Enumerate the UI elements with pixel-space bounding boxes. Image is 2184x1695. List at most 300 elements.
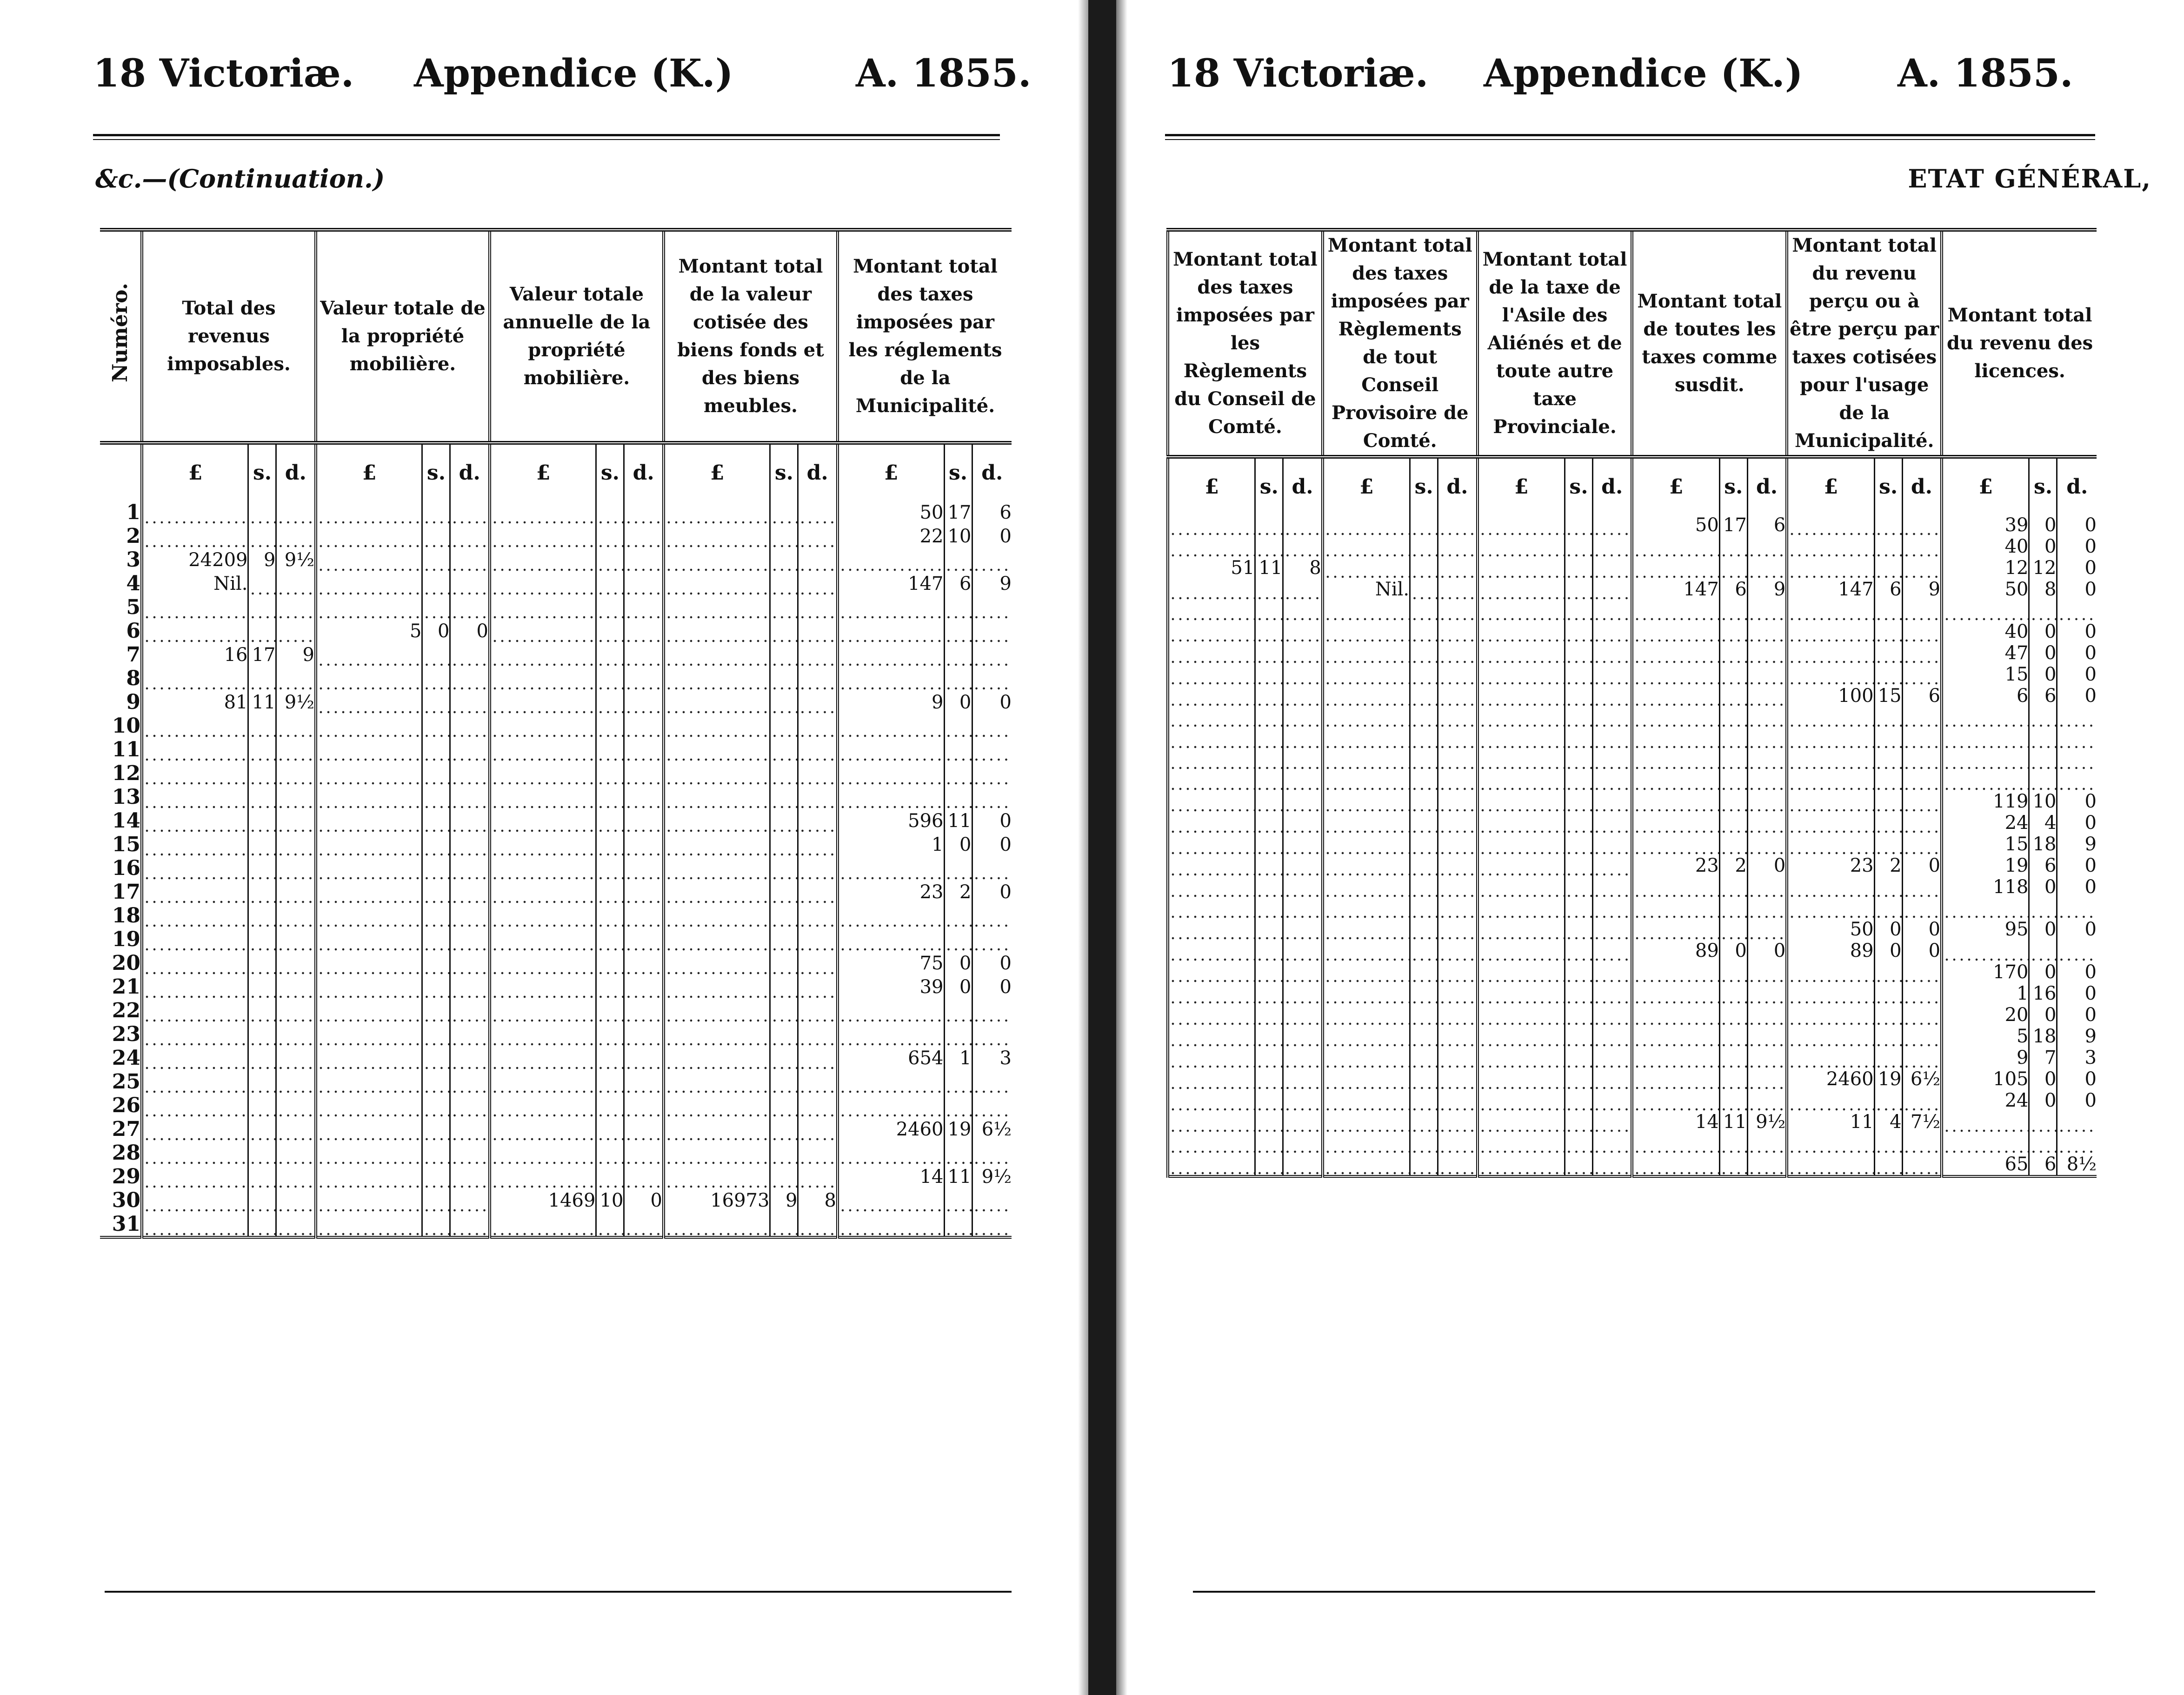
pence-cell xyxy=(276,1117,316,1141)
pence-unit-header: d. xyxy=(1747,457,1787,514)
shilling-cell xyxy=(770,1046,798,1070)
pence-cell xyxy=(1283,1133,1323,1154)
shilling-cell xyxy=(1719,770,1747,791)
pence-cell xyxy=(1592,812,1632,834)
shilling-cell: 6 xyxy=(2029,1154,2057,1176)
shilling-cell xyxy=(1719,812,1747,834)
shilling-cell xyxy=(422,809,450,833)
pence-cell xyxy=(2057,898,2097,919)
shilling-cell xyxy=(770,785,798,809)
pound-cell xyxy=(316,1141,422,1165)
shilling-cell xyxy=(1719,1068,1747,1090)
pound-cell xyxy=(1323,834,1410,855)
pound-cell xyxy=(490,1212,596,1237)
pound-cell xyxy=(490,975,596,999)
pence-cell xyxy=(1438,1047,1478,1068)
pence-cell: 0 xyxy=(2057,1004,2097,1026)
pound-cell xyxy=(490,667,596,690)
table-row xyxy=(1168,770,2097,791)
pence-cell xyxy=(624,643,664,667)
table-row xyxy=(100,1141,1012,1165)
table-row xyxy=(1168,707,2097,727)
shilling-cell xyxy=(944,999,972,1022)
shilling-cell xyxy=(422,975,450,999)
pound-cell xyxy=(1168,770,1255,791)
pence-cell xyxy=(1747,707,1787,727)
pound-cell xyxy=(316,1117,422,1141)
shilling-cell xyxy=(596,1212,624,1237)
shilling-cell xyxy=(770,1165,798,1188)
shilling-cell xyxy=(248,904,276,928)
pence-cell xyxy=(1438,707,1478,727)
pence-cell xyxy=(276,880,316,904)
shilling-cell xyxy=(1255,600,1283,621)
pence-cell xyxy=(798,785,838,809)
shilling-cell xyxy=(1255,1111,1283,1133)
pound-cell xyxy=(1323,664,1410,685)
table-row xyxy=(1168,876,2097,898)
pence-cell xyxy=(276,738,316,761)
pence-cell: 0 xyxy=(2057,1068,2097,1090)
pence-cell: 6½ xyxy=(972,1117,1012,1141)
pound-unit-header: £ xyxy=(838,443,944,500)
table-row xyxy=(100,999,1012,1022)
pence-cell xyxy=(972,785,1012,809)
shilling-cell xyxy=(944,595,972,619)
shilling-cell: 0 xyxy=(1719,940,1747,961)
pound-cell xyxy=(1478,919,1565,940)
pound-cell xyxy=(490,1046,596,1070)
pound-cell xyxy=(1478,855,1565,876)
pence-cell xyxy=(276,928,316,951)
pence-cell xyxy=(450,1212,490,1237)
shilling-cell xyxy=(596,856,624,880)
shilling-cell: 16 xyxy=(2029,983,2057,1004)
shilling-cell xyxy=(1410,1111,1438,1133)
pound-cell: 16973 xyxy=(664,1188,770,1212)
pence-cell xyxy=(276,595,316,619)
pound-cell: 14 xyxy=(838,1165,944,1188)
row-number: 24 xyxy=(112,1046,140,1070)
pound-cell xyxy=(1632,749,1719,770)
pound-cell xyxy=(1478,812,1565,834)
pence-cell xyxy=(1747,1047,1787,1068)
pound-cell xyxy=(1632,898,1719,919)
pence-cell: 9½ xyxy=(1747,1111,1787,1133)
shilling-cell xyxy=(1565,876,1592,898)
shilling-cell xyxy=(770,500,798,524)
row-number: 1 xyxy=(126,500,140,524)
pound-cell: 50 xyxy=(1787,919,1874,940)
shilling-cell xyxy=(596,738,624,761)
shilling-cell: 0 xyxy=(2029,621,2057,642)
shilling-cell xyxy=(1410,1090,1438,1111)
row-number: 13 xyxy=(112,785,140,809)
pound-cell xyxy=(1168,707,1255,727)
pound-cell xyxy=(664,1094,770,1117)
pence-cell xyxy=(1438,685,1478,707)
pound-cell: 23 xyxy=(1787,855,1874,876)
pound-cell xyxy=(1478,536,1565,557)
shilling-cell xyxy=(1874,664,1902,685)
pence-cell xyxy=(972,999,1012,1022)
shilling-cell xyxy=(1410,685,1438,707)
shilling-cell xyxy=(1719,600,1747,621)
pound-cell xyxy=(1168,940,1255,961)
pound-unit-header: £ xyxy=(142,443,248,500)
table-row xyxy=(1168,642,2097,664)
pence-cell xyxy=(1438,1111,1478,1133)
pound-cell xyxy=(1168,642,1255,664)
pence-cell xyxy=(1592,727,1632,748)
pound-cell xyxy=(1478,1047,1565,1068)
shilling-cell: 6 xyxy=(2029,855,2057,876)
pound-cell xyxy=(664,975,770,999)
pence-cell: 0 xyxy=(1747,940,1787,961)
pence-cell xyxy=(1747,1026,1787,1047)
shilling-cell xyxy=(1565,1068,1592,1090)
pence-cell: 0 xyxy=(972,524,1012,548)
pence-cell xyxy=(798,548,838,572)
pound-cell xyxy=(316,809,422,833)
shilling-cell xyxy=(596,1094,624,1117)
shilling-cell xyxy=(596,928,624,951)
table-row xyxy=(1168,983,2097,1004)
pence-cell xyxy=(1747,642,1787,664)
shilling-cell xyxy=(422,880,450,904)
shilling-cell xyxy=(422,1165,450,1188)
pound-cell: 50 xyxy=(1942,579,2029,600)
pence-cell xyxy=(1592,536,1632,557)
pound-cell xyxy=(1478,579,1565,600)
row-number: 20 xyxy=(112,951,140,975)
table-row xyxy=(1168,1090,2097,1111)
column-header: Valeur totale annuelle de la propriété mobilière. xyxy=(490,230,664,443)
shilling-cell xyxy=(770,738,798,761)
pence-cell xyxy=(450,856,490,880)
shilling-cell xyxy=(1719,685,1747,707)
pound-cell xyxy=(1632,557,1719,579)
pound-cell xyxy=(1478,685,1565,707)
pound-cell: 23 xyxy=(1632,855,1719,876)
shilling-cell xyxy=(248,1094,276,1117)
table-row xyxy=(100,690,1012,714)
pence-cell: 0 xyxy=(972,833,1012,856)
pence-cell xyxy=(1902,1047,1942,1068)
table-row xyxy=(100,1165,1012,1188)
shilling-cell xyxy=(2029,898,2057,919)
pence-cell xyxy=(798,572,838,595)
pence-cell: 8½ xyxy=(2057,1154,2097,1176)
pence-cell xyxy=(1592,749,1632,770)
shilling-cell xyxy=(770,809,798,833)
shilling-cell xyxy=(1255,707,1283,727)
number-subheader xyxy=(100,443,142,500)
pound-cell xyxy=(1787,983,1874,1004)
pound-cell: 5 xyxy=(1942,1026,2029,1047)
pence-cell xyxy=(972,1022,1012,1046)
shilling-cell xyxy=(422,1046,450,1070)
table-row xyxy=(1168,940,2097,961)
pence-cell xyxy=(972,1212,1012,1237)
pound-cell xyxy=(142,785,248,809)
pound-cell xyxy=(316,572,422,595)
shilling-cell xyxy=(596,1046,624,1070)
pence-cell xyxy=(276,951,316,975)
shilling-cell xyxy=(596,809,624,833)
pence-cell xyxy=(450,833,490,856)
shilling-cell xyxy=(596,714,624,738)
pound-cell xyxy=(664,667,770,690)
pence-cell xyxy=(1747,536,1787,557)
pence-cell: 9 xyxy=(1747,579,1787,600)
shilling-cell xyxy=(1410,855,1438,876)
shilling-cell xyxy=(1565,536,1592,557)
pence-cell xyxy=(276,904,316,928)
row-number: 26 xyxy=(112,1094,140,1117)
pound-cell: 75 xyxy=(838,951,944,975)
shilling-cell xyxy=(422,667,450,690)
shilling-cell xyxy=(1255,1026,1283,1047)
pound-unit-header: £ xyxy=(1787,457,1874,514)
shilling-cell xyxy=(1874,834,1902,855)
pound-cell xyxy=(1942,770,2029,791)
shilling-cell xyxy=(248,595,276,619)
row-number: 5 xyxy=(126,595,140,619)
shilling-cell xyxy=(944,761,972,785)
pence-cell xyxy=(450,738,490,761)
pence-cell xyxy=(624,1070,664,1094)
pence-cell xyxy=(798,690,838,714)
pound-cell xyxy=(838,761,944,785)
pound-cell xyxy=(1323,876,1410,898)
shilling-cell xyxy=(596,1022,624,1046)
shilling-cell xyxy=(944,785,972,809)
pound-cell xyxy=(1478,1068,1565,1090)
shilling-cell xyxy=(944,667,972,690)
pence-cell xyxy=(1747,791,1787,812)
shilling-cell xyxy=(1255,727,1283,748)
pence-cell: 6 xyxy=(972,500,1012,524)
pence-cell xyxy=(450,1188,490,1212)
pence-cell xyxy=(1438,1090,1478,1111)
pound-cell xyxy=(1478,600,1565,621)
shilling-cell xyxy=(1719,983,1747,1004)
pound-cell: 147 xyxy=(1632,579,1719,600)
shilling-unit-header: s. xyxy=(1565,457,1592,514)
pence-cell xyxy=(1283,1047,1323,1068)
pence-cell xyxy=(2057,940,2097,961)
pound-cell xyxy=(1168,855,1255,876)
pence-cell xyxy=(798,1046,838,1070)
pound-cell xyxy=(1787,791,1874,812)
pence-cell: 6 xyxy=(1747,514,1787,536)
shilling-cell: 0 xyxy=(2029,1068,2057,1090)
pence-cell xyxy=(1283,791,1323,812)
pence-cell xyxy=(1902,876,1942,898)
pound-cell xyxy=(1478,642,1565,664)
shilling-cell xyxy=(1255,898,1283,919)
shilling-cell xyxy=(596,975,624,999)
pound-cell xyxy=(490,619,596,643)
pence-cell xyxy=(972,761,1012,785)
pence-cell xyxy=(450,572,490,595)
pound-cell xyxy=(142,1094,248,1117)
pence-cell xyxy=(798,1165,838,1188)
pound-cell xyxy=(490,1165,596,1188)
pound-cell xyxy=(142,1022,248,1046)
shilling-cell xyxy=(1719,707,1747,727)
pound-cell xyxy=(1787,557,1874,579)
pound-cell xyxy=(316,785,422,809)
pound-cell: 50 xyxy=(838,500,944,524)
pound-cell xyxy=(1787,1047,1874,1068)
pound-cell xyxy=(664,785,770,809)
pence-cell xyxy=(1438,983,1478,1004)
pound-cell: 1 xyxy=(838,833,944,856)
table-row xyxy=(1168,1004,2097,1026)
shilling-cell xyxy=(1719,919,1747,940)
pound-cell xyxy=(142,856,248,880)
pence-cell xyxy=(1902,642,1942,664)
pound-cell xyxy=(664,1070,770,1094)
pound-cell xyxy=(664,595,770,619)
pound-cell xyxy=(1168,983,1255,1004)
table-row xyxy=(100,524,1012,548)
session-heading: 18 Victoriæ. xyxy=(93,51,354,96)
pence-cell xyxy=(798,975,838,999)
shilling-cell xyxy=(770,904,798,928)
pence-cell: 0 xyxy=(1902,919,1942,940)
pound-unit-header: £ xyxy=(316,443,422,500)
pence-cell: 9½ xyxy=(276,690,316,714)
pound-cell xyxy=(664,1141,770,1165)
pound-cell xyxy=(490,524,596,548)
pence-cell xyxy=(798,904,838,928)
pound-cell xyxy=(838,1141,944,1165)
pound-cell xyxy=(1478,727,1565,748)
pence-cell xyxy=(624,1165,664,1188)
pound-cell xyxy=(1632,1026,1719,1047)
pence-cell xyxy=(1438,621,1478,642)
shilling-cell xyxy=(1874,1154,1902,1176)
pence-cell: 0 xyxy=(450,619,490,643)
pence-cell xyxy=(624,1212,664,1237)
pound-cell xyxy=(838,856,944,880)
row-number: 8 xyxy=(126,667,140,690)
shilling-cell xyxy=(1719,664,1747,685)
pence-cell xyxy=(624,1022,664,1046)
row-number: 25 xyxy=(112,1070,140,1094)
pound-cell xyxy=(1632,1154,1719,1176)
pound-cell: 2460 xyxy=(1787,1068,1874,1090)
pence-cell xyxy=(624,595,664,619)
pound-cell: 47 xyxy=(1942,642,2029,664)
pence-cell xyxy=(972,619,1012,643)
pound-cell xyxy=(664,833,770,856)
shilling-cell xyxy=(596,548,624,572)
shilling-cell xyxy=(1410,940,1438,961)
pence-cell xyxy=(1283,1090,1323,1111)
pence-cell xyxy=(276,975,316,999)
shilling-cell xyxy=(1719,1133,1747,1154)
pound-cell xyxy=(142,1212,248,1237)
pound-cell xyxy=(142,809,248,833)
pence-cell xyxy=(798,1022,838,1046)
pence-cell xyxy=(1283,1154,1323,1176)
pence-cell xyxy=(624,928,664,951)
pound-cell xyxy=(1787,1154,1874,1176)
table-row xyxy=(1168,536,2097,557)
pence-cell xyxy=(450,785,490,809)
row-number: 21 xyxy=(112,975,140,999)
pence-cell xyxy=(276,1046,316,1070)
pence-cell xyxy=(624,500,664,524)
pound-cell xyxy=(1323,1068,1410,1090)
pound-cell xyxy=(1168,600,1255,621)
pence-cell xyxy=(972,904,1012,928)
pence-cell xyxy=(1283,1004,1323,1026)
pence-cell xyxy=(1283,812,1323,834)
pound-cell xyxy=(316,856,422,880)
shilling-cell xyxy=(1565,770,1592,791)
pound-cell xyxy=(1168,898,1255,919)
table-row xyxy=(1168,727,2097,748)
pence-cell xyxy=(624,714,664,738)
pence-cell xyxy=(1902,749,1942,770)
shilling-cell xyxy=(1565,685,1592,707)
shilling-cell xyxy=(1719,961,1747,983)
pound-cell xyxy=(838,1212,944,1237)
book-gutter xyxy=(1088,0,1116,1695)
shilling-cell xyxy=(1565,621,1592,642)
pence-cell xyxy=(1438,664,1478,685)
pound-cell: Nil. xyxy=(1323,579,1410,600)
shilling-cell xyxy=(596,999,624,1022)
pence-cell: 0 xyxy=(624,1188,664,1212)
pound-cell xyxy=(490,500,596,524)
shilling-cell: 11 xyxy=(944,1165,972,1188)
pence-cell xyxy=(798,500,838,524)
pence-cell: 0 xyxy=(972,809,1012,833)
pence-cell: 0 xyxy=(1902,940,1942,961)
pence-cell: 0 xyxy=(972,690,1012,714)
shilling-cell xyxy=(944,1212,972,1237)
pence-cell: 9 xyxy=(972,572,1012,595)
pence-cell xyxy=(1747,600,1787,621)
pound-cell xyxy=(838,548,944,572)
pound-cell xyxy=(838,999,944,1022)
pence-cell xyxy=(1283,642,1323,664)
shilling-cell xyxy=(1255,536,1283,557)
pound-cell xyxy=(1323,536,1410,557)
pence-cell: 8 xyxy=(1283,557,1323,579)
shilling-cell xyxy=(2029,1133,2057,1154)
pound-cell xyxy=(838,643,944,667)
pence-cell xyxy=(1592,1154,1632,1176)
pence-cell xyxy=(1902,1026,1942,1047)
row-number: 19 xyxy=(112,928,140,951)
shilling-cell xyxy=(770,643,798,667)
pence-cell xyxy=(1438,749,1478,770)
pound-cell xyxy=(1787,898,1874,919)
shilling-cell xyxy=(1565,727,1592,748)
pound-cell xyxy=(1787,621,1874,642)
pence-cell xyxy=(624,690,664,714)
header-rule xyxy=(93,134,1000,140)
shilling-cell xyxy=(248,880,276,904)
pence-cell xyxy=(972,667,1012,690)
